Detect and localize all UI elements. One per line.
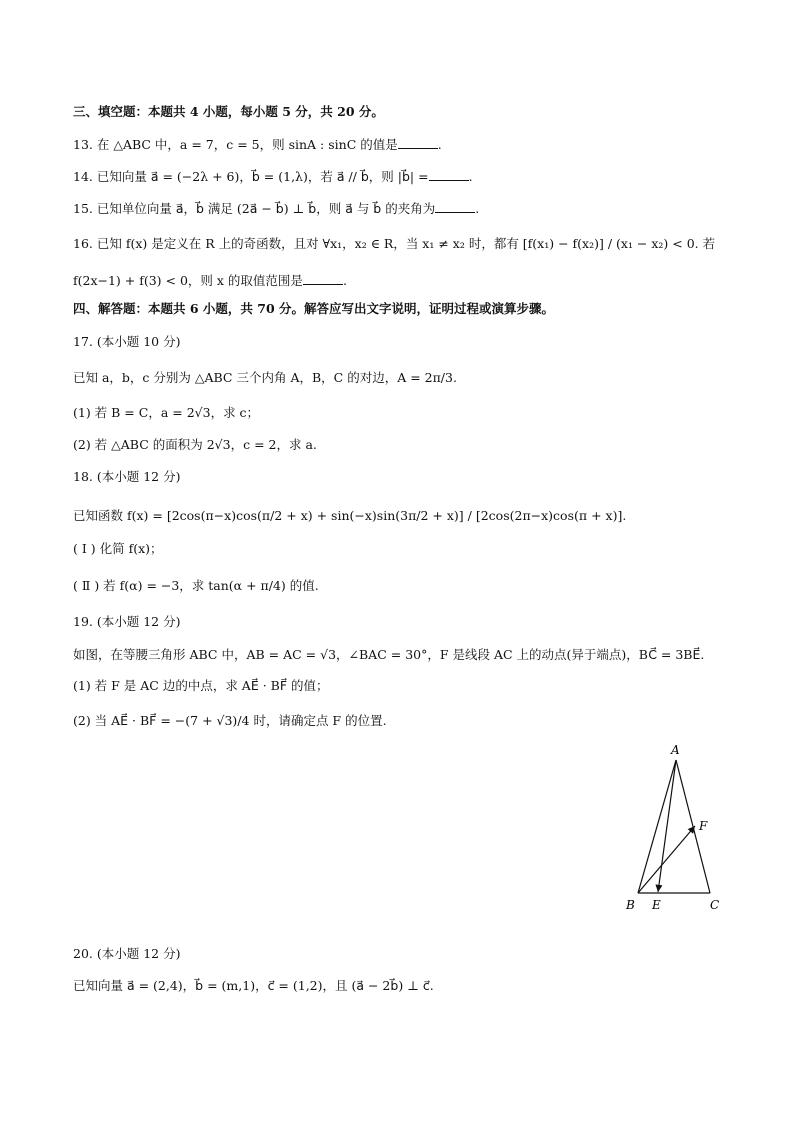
question-14-text: 14. 已知向量 a⃗ = (−2λ + 6)，b⃗ = (1,λ)，若 a⃗ // b⃗，则 |b⃗| = [73, 169, 429, 184]
section-3-title: 三、填空题：本题共 4 小题，每小题 5 分，共 20 分。 [73, 104, 384, 119]
label-b: B [626, 898, 635, 912]
question-13: 13. 在 △ABC 中，a = 7，c = 5，则 sinA : sinC 的值是 . [73, 137, 442, 152]
answer-blank-14[interactable] [429, 168, 469, 181]
label-e: E [652, 898, 661, 912]
question-17-part-1: (1) 若 B = C，a = 2√3，求 c； [73, 405, 260, 420]
question-17-part-2: (2) 若 △ABC 的面积为 2√3，c = 2，求 a. [73, 437, 317, 452]
question-15: 15. 已知单位向量 a⃗，b⃗ 满足 (2a⃗ − b⃗) ⊥ b⃗，则 a⃗ 与 b⃗ 的夹角为 . [73, 201, 480, 216]
side-ab [638, 760, 676, 893]
question-19-part-2: (2) 当 AE⃗ · BF⃗ = −(7 + √3)/4 时，请确定点 F 的位置. [73, 713, 387, 728]
question-16-text: f(2x−1) + f(3) < 0，则 x 的取值范围是 [73, 273, 303, 288]
vector-ae [658, 760, 676, 892]
question-17-stem: 已知 a，b，c 分别为 △ABC 三个内角 A，B，C 的对边，A = 2π/3. [73, 370, 457, 385]
label-f: F [699, 819, 708, 833]
question-18-heading: 18. (本小题 12 分) [73, 469, 181, 484]
answer-blank-16[interactable] [303, 272, 343, 285]
question-13-text: 13. 在 △ABC 中，a = 7，c = 5，则 sinA : sinC 的值是 [73, 137, 398, 152]
vector-bf [638, 826, 695, 893]
question-19-stem: 如图，在等腰三角形 ABC 中，AB = AC = √3，∠BAC = 30°，F 是线段 AC 上的动点(异于端点)，BC⃗ = 3BE⃗. [73, 647, 705, 662]
question-17-heading: 17. (本小题 10 分) [73, 334, 181, 349]
question-14: 14. 已知向量 a⃗ = (−2λ + 6)，b⃗ = (1,λ)，若 a⃗ // b⃗，则 |b⃗| = . [73, 169, 473, 184]
question-20-heading: 20. (本小题 12 分) [73, 946, 181, 961]
question-18-part-1: ( Ⅰ ) 化简 f(x)； [73, 541, 163, 556]
question-19-heading: 19. (本小题 12 分) [73, 614, 181, 629]
question-19-part-1: (1) 若 F 是 AC 边的中点，求 AE⃗ · BF⃗ 的值； [73, 678, 329, 693]
question-16-line-2: f(2x−1) + f(3) < 0，则 x 的取值范围是 . [73, 273, 347, 288]
label-c: C [710, 898, 720, 912]
triangle-figure [618, 738, 728, 918]
question-15-text: 15. 已知单位向量 a⃗，b⃗ 满足 (2a⃗ − b⃗) ⊥ b⃗，则 a⃗ 与 b⃗ 的夹角为 [73, 201, 436, 216]
question-16-line-1: 16. 已知 f(x) 是定义在 R 上的奇函数，且对 ∀x₁，x₂ ∈ R，当 x₁ ≠ x₂ 时，都有 [f(x₁) − f(x₂)] / (x₁ − x₂) < 0. 若 [73, 236, 716, 251]
question-18-part-2: ( Ⅱ ) 若 f(α) = −3，求 tan(α + π/4) 的值. [73, 578, 319, 593]
question-20-stem: 已知向量 a⃗ = (2,4)，b⃗ = (m,1)，c⃗ = (1,2)，且 (a⃗ − 2b⃗) ⊥ c⃗. [73, 978, 434, 993]
question-18-stem: 已知函数 f(x) = [2cos(π−x)cos(π/2 + x) + sin(−x)sin(3π/2 + x)] / [2cos(2π−x)cos(π + x)]. [73, 508, 627, 523]
section-4-title: 四、解答题：本题共 6 小题，共 70 分。解答应写出文字说明，证明过程或演算步骤。 [73, 301, 555, 316]
triangle-diagram [618, 738, 728, 918]
label-a: A [671, 743, 680, 757]
answer-blank-15[interactable] [435, 200, 475, 213]
answer-blank-13[interactable] [398, 136, 438, 149]
